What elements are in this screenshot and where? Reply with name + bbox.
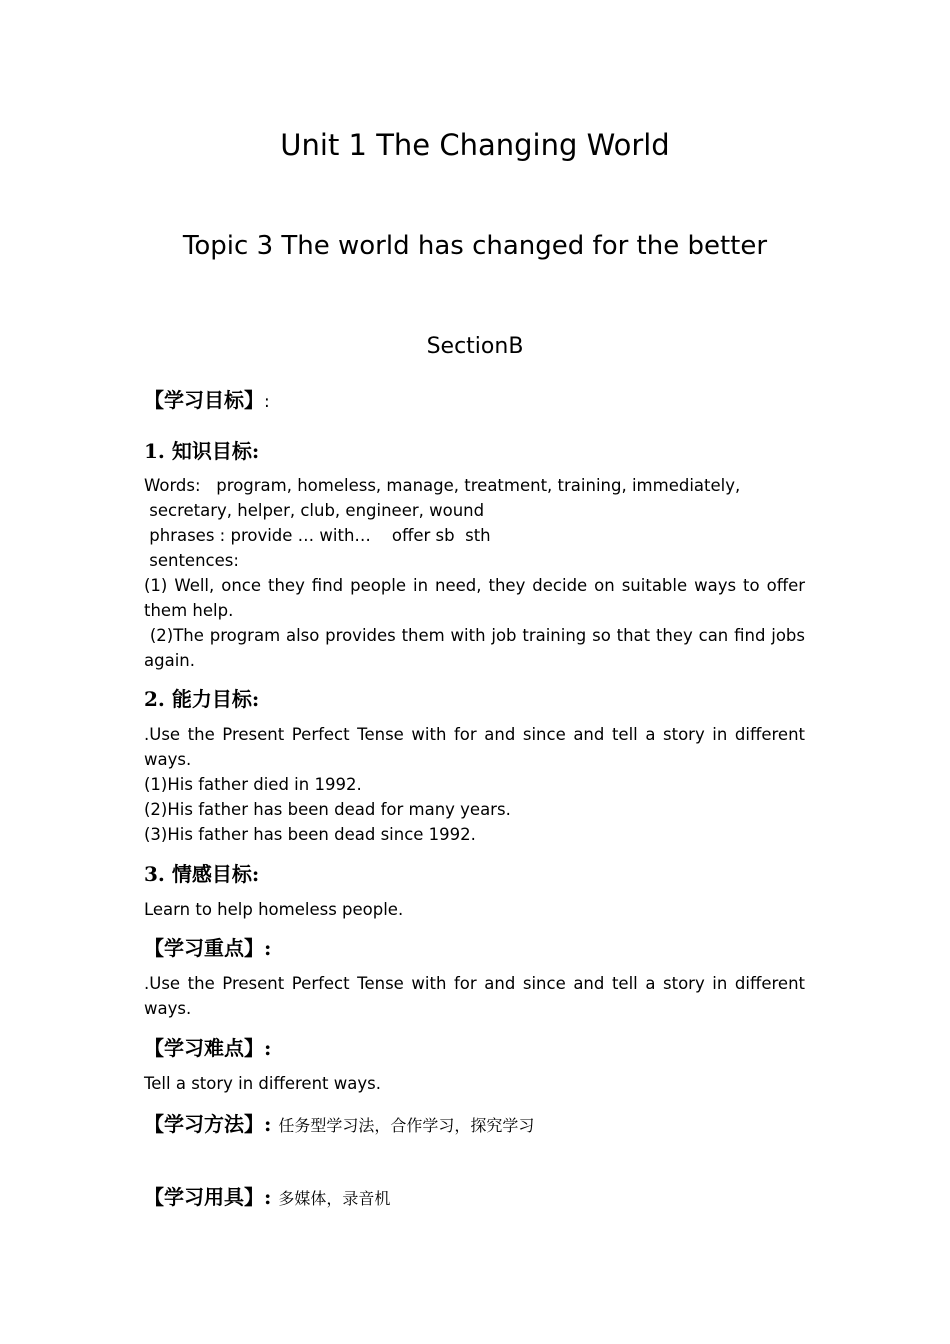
knowledge-heading: 1. 知识目标: xyxy=(144,439,260,463)
difficulty-heading: 【学习难点】: xyxy=(144,1036,272,1060)
objectives-heading xyxy=(144,387,805,415)
difficulty-text: Tell a story in different ways. xyxy=(144,1074,381,1093)
topic-title: Topic 3 The world has changed for the better xyxy=(182,231,768,261)
emotion-heading: 3. 情感目标: xyxy=(144,862,260,886)
focus-text: .Use the Present Perfect Tense with for and since and tell a story in different ways. xyxy=(144,974,805,1018)
method-text: 任务型学习法，合作学习，探究学习 xyxy=(278,1116,535,1135)
knowledge-line: sentences: xyxy=(144,551,239,570)
knowledge-line: phrases : provide … with… offer sb sth xyxy=(144,526,491,545)
knowledge-sentence: (1) Well, once they find people in need, they decide on suitable ways to offer them help. xyxy=(144,576,805,620)
ability-heading: 2. 能力目标: xyxy=(144,687,260,711)
emotion-text: Learn to help homeless people. xyxy=(144,900,404,919)
ability-line: (2)His father has been dead for many years. xyxy=(144,800,511,819)
objectives-heading-colon: : xyxy=(264,392,270,412)
knowledge-line: Words: program, homeless, manage, treatment, training, immediately, xyxy=(144,476,741,495)
objectives-heading-text: 【学习目标】 xyxy=(144,388,264,412)
ability-line: .Use the Present Perfect Tense with for and since and tell a story in different ways. xyxy=(144,725,805,769)
section-title: SectionB xyxy=(426,334,524,359)
tools-heading: 【学习用具】: xyxy=(144,1185,272,1209)
tools-row xyxy=(144,1184,805,1212)
tools-text: 多媒体，录音机 xyxy=(278,1189,391,1208)
method-heading: 【学习方法】: xyxy=(144,1112,272,1136)
knowledge-line: secretary, helper, club, engineer, wound xyxy=(144,501,485,520)
knowledge-sentence: (2)The program also provides them with job training so that they can find jobs again. xyxy=(144,626,811,670)
unit-title: Unit 1 The Changing World xyxy=(280,128,670,162)
ability-line: (1)His father died in 1992. xyxy=(144,775,362,794)
focus-heading: 【学习重点】: xyxy=(144,936,272,960)
ability-line: (3)His father has been dead since 1992. xyxy=(144,825,476,844)
method-row xyxy=(144,1111,805,1139)
